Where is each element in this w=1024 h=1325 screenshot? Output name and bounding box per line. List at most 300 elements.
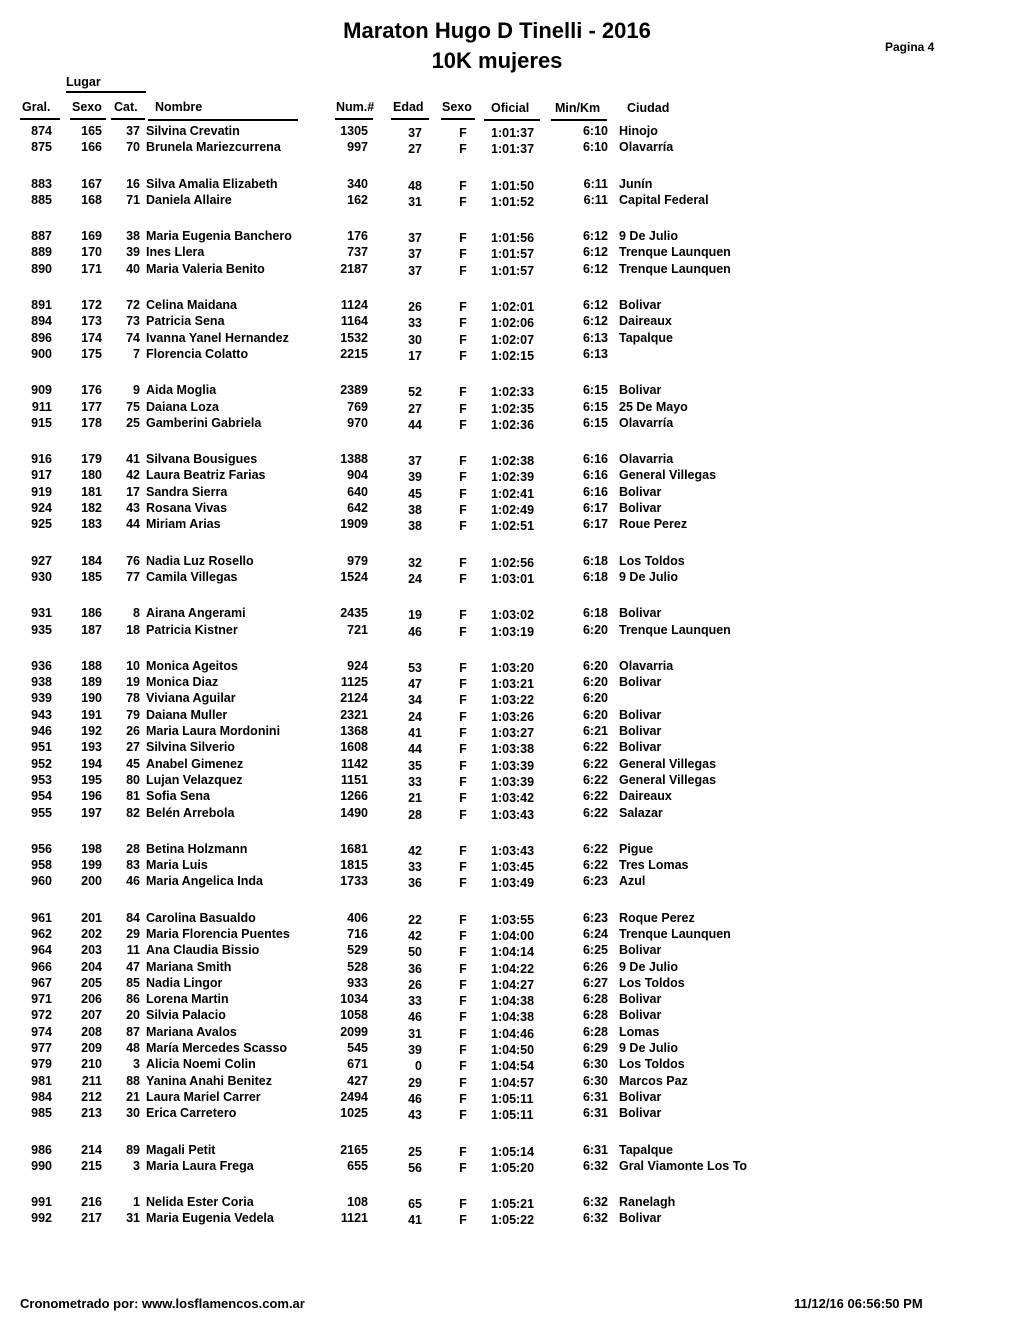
cell-city: Bolivar [619,1106,662,1121]
cell-city: Roue Perez [619,517,688,532]
cell-city: Capital Federal [619,192,709,207]
cell-age: 26 [408,300,422,315]
cell-gral: 960 [31,874,52,889]
cell-bib-number: 737 [347,245,368,260]
cell-official-time: 1:02:33 [491,385,535,400]
cell-city: General Villegas [619,772,717,787]
cell-sexo-place: 176 [81,383,102,398]
cell-name: Silvina Silverio [146,740,235,755]
cell-city: General Villegas [619,468,717,483]
table-row [0,1090,1024,1106]
cell-cat-place: 38 [126,229,140,244]
cell-official-time: 1:03:49 [491,876,535,891]
cell-bib-number: 1124 [340,298,368,313]
cell-cat-place: 89 [126,1142,140,1157]
cell-pace: 6:20 [582,675,608,690]
cell-sexo-place: 180 [81,468,102,483]
cell-city: Gral Viamonte Los To [619,1158,748,1173]
cell-age: 17 [408,348,422,363]
cell-cat-place: 39 [126,245,140,260]
cell-age: 33 [408,316,422,331]
cell-pace: 6:31 [582,1142,608,1157]
cell-sex: F [459,876,467,891]
cell-official-time: 1:03:43 [491,807,535,822]
cell-pace: 6:20 [582,707,608,722]
cell-sexo-place: 191 [81,707,102,722]
cell-bib-number: 1164 [340,314,368,329]
cell-age: 46 [408,1091,422,1106]
cell-pace: 6:22 [582,756,608,771]
cell-official-time: 1:04:38 [491,1010,535,1025]
table-row [0,806,1024,822]
cell-gral: 962 [31,926,52,941]
cell-age: 65 [408,1197,422,1212]
cell-sex: F [459,1026,467,1041]
table-row [0,124,1024,140]
table-row [0,757,1024,773]
cell-gral: 939 [31,691,52,706]
cell-age: 43 [408,1108,422,1123]
cell-bib-number: 1305 [340,124,368,138]
cell-sexo-place: 215 [81,1158,102,1173]
cell-sex: F [459,1059,467,1074]
cell-bib-number: 2215 [340,346,368,361]
cell-sex: F [459,945,467,960]
cell-sex: F [459,401,467,416]
cell-gral: 971 [31,992,52,1007]
cell-city: Marcos Paz [619,1073,688,1088]
cell-cat-place: 46 [126,874,140,889]
cell-name: Sandra Sierra [146,484,228,499]
cell-cat-place: 27 [126,740,140,755]
cell-sexo-place: 183 [81,517,102,532]
cell-sexo-place: 184 [81,553,102,568]
cell-official-time: 1:04:22 [491,961,535,976]
table-row [0,842,1024,858]
cell-sexo-place: 186 [81,606,102,621]
cell-bib-number: 406 [347,910,368,925]
cell-city: General Villegas [619,756,717,771]
cell-cat-place: 7 [133,346,140,361]
cell-sex: F [459,1213,467,1228]
table-row [0,976,1024,992]
cell-name: Patricia Kistner [146,622,238,637]
cell-cat-place: 44 [126,517,140,532]
cell-sex: F [459,860,467,875]
cell-bib-number: 642 [347,501,368,516]
cell-name: Maria Laura Mordonini [146,724,281,739]
cell-cat-place: 1 [133,1195,140,1210]
cell-official-time: 1:04:50 [491,1043,535,1058]
cell-pace: 6:32 [582,1211,608,1226]
cell-city: Los Toldos [619,1057,685,1072]
cell-age: 33 [408,994,422,1009]
cell-sexo-place: 214 [81,1142,102,1157]
table-row [0,927,1024,943]
cell-city: Ranelagh [619,1195,676,1210]
cell-official-time: 1:05:11 [491,1091,534,1106]
cell-name: Nadia Luz Rosello [146,553,254,568]
table-row [0,1159,1024,1175]
cell-official-time: 1:05:20 [491,1160,535,1175]
cell-name: Laura Beatriz Farias [146,468,266,483]
cell-age: 47 [408,677,422,692]
num-underline [335,118,373,120]
cell-sexo-place: 171 [81,261,102,276]
table-row [0,874,1024,890]
table-row [0,708,1024,724]
cell-sex: F [459,977,467,992]
table-row [0,606,1024,622]
cell-name: Ivanna Yanel Hernandez [146,330,289,345]
cell-age: 22 [408,912,422,927]
cell-official-time: 1:01:56 [491,231,535,246]
cell-city: Bolivar [619,501,662,516]
cell-city: 9 De Julio [619,1041,679,1056]
cell-official-time: 1:02:39 [491,470,535,485]
cell-city: Olavarria [619,452,674,467]
cell-age: 25 [408,1144,422,1159]
cell-pace: 6:22 [582,789,608,804]
cell-bib-number: 2389 [340,383,368,398]
cell-sex: F [459,247,467,262]
cell-city: Trenque Launquen [619,622,731,637]
cell-age: 33 [408,774,422,789]
cell-pace: 6:12 [582,314,608,329]
cell-name: Laura Mariel Carrer [146,1089,261,1104]
cell-gral: 992 [31,1211,52,1226]
cell-pace: 6:32 [582,1195,608,1210]
cell-gral: 890 [31,261,52,276]
cell-pace: 6:21 [582,724,608,739]
cell-bib-number: 1025 [340,1106,368,1121]
cell-gral: 956 [31,841,52,856]
col-header-sexo2: Sexo [442,100,472,114]
cell-gral: 964 [31,943,52,958]
cell-sexo-place: 190 [81,691,102,706]
cell-sex: F [459,194,467,209]
cell-official-time: 1:05:14 [491,1144,535,1159]
cell-sexo-place: 208 [81,1024,102,1039]
cell-sexo-place: 178 [81,415,102,430]
cell-sex: F [459,994,467,1009]
cell-pace: 6:23 [582,874,608,889]
cell-bib-number: 979 [347,553,368,568]
cell-gral: 900 [31,346,52,361]
cell-pace: 6:23 [582,910,608,925]
cell-gral: 966 [31,959,52,974]
cell-cat-place: 29 [126,926,140,941]
cell-sexo-place: 195 [81,772,102,787]
cell-cat-place: 78 [126,691,140,706]
cell-official-time: 1:02:56 [491,555,535,570]
cell-sexo-place: 200 [81,874,102,889]
cell-sexo-place: 213 [81,1106,102,1121]
cell-gral: 943 [31,707,52,722]
cell-cat-place: 87 [126,1024,140,1039]
cell-age: 26 [408,977,422,992]
cell-age: 27 [408,142,422,157]
cell-pace: 6:17 [582,517,608,532]
cell-bib-number: 1490 [340,805,368,820]
cell-city: Bolivar [619,1008,662,1023]
cell-official-time: 1:03:21 [491,677,535,692]
page-number: Pagina 4 [885,40,935,54]
cell-gral: 919 [31,484,52,499]
cell-city: Olavarria [619,658,674,673]
cell-official-time: 1:02:06 [491,316,535,331]
cell-bib-number: 176 [347,229,368,244]
cell-sexo-place: 175 [81,346,102,361]
cell-sex: F [459,774,467,789]
cell-gral: 985 [31,1106,52,1121]
cell-city: Bolivar [619,1089,662,1104]
cell-age: 37 [408,263,422,278]
cell-city: Hinojo [619,124,658,138]
cell-gral: 911 [31,399,52,414]
cell-cat-place: 16 [126,176,140,191]
cell-cat-place: 37 [126,124,140,138]
cell-age: 50 [408,945,422,960]
cell-official-time: 1:03:22 [491,693,535,708]
cell-city: Los Toldos [619,553,685,568]
cell-bib-number: 2187 [340,261,368,276]
table-row [0,400,1024,416]
cell-cat-place: 81 [126,789,140,804]
cell-sex: F [459,726,467,741]
cell-bib-number: 340 [347,176,368,191]
cell-bib-number: 924 [347,658,368,673]
cell-age: 52 [408,385,422,400]
table-row [0,262,1024,278]
cell-bib-number: 529 [347,943,368,958]
cell-age: 44 [408,417,422,432]
cell-bib-number: 108 [347,1195,368,1210]
cell-official-time: 1:01:37 [491,126,535,140]
cell-sex: F [459,1160,467,1175]
cell-age: 31 [408,1026,422,1041]
cell-age: 48 [408,178,422,193]
cell-bib-number: 1388 [340,452,368,467]
cell-official-time: 1:03:43 [491,843,535,858]
cell-cat-place: 25 [126,415,140,430]
cell-name: María Mercedes Scasso [146,1041,288,1056]
cell-cat-place: 48 [126,1041,140,1056]
cell-name: Aida Moglia [146,383,217,398]
cell-pace: 6:18 [582,606,608,621]
cell-gral: 952 [31,756,52,771]
cell-sex: F [459,791,467,806]
cell-official-time: 1:03:45 [491,860,535,875]
cell-sex: F [459,503,467,518]
cell-city: Tapalque [619,330,673,345]
cell-bib-number: 1142 [340,756,368,771]
cell-city: Trenque Launquen [619,245,731,260]
cell-age: 46 [408,624,422,639]
cell-cat-place: 80 [126,772,140,787]
cell-pace: 6:11 [583,192,608,207]
cell-pace: 6:13 [582,346,608,361]
cell-gral: 951 [31,740,52,755]
cell-gral: 967 [31,975,52,990]
cell-official-time: 1:03:55 [491,912,535,927]
cell-gral: 917 [31,468,52,483]
nombre-underline [148,119,298,121]
cell-city: Tres Lomas [619,858,689,873]
cell-cat-place: 79 [126,707,140,722]
cell-city: 9 De Julio [619,569,679,584]
cell-cat-place: 30 [126,1106,140,1121]
cell-official-time: 1:03:20 [491,660,535,675]
cell-name: Silvina Crevatin [146,124,240,138]
cell-pace: 6:16 [582,452,608,467]
cell-bib-number: 716 [347,926,368,941]
cell-official-time: 1:04:00 [491,928,535,943]
cell-cat-place: 86 [126,992,140,1007]
cell-city: Trenque Launquen [619,261,731,276]
cell-pace: 6:20 [582,622,608,637]
table-row [0,724,1024,740]
cell-age: 32 [408,555,422,570]
cell-sex: F [459,126,467,140]
cell-sexo-place: 196 [81,789,102,804]
cell-bib-number: 1815 [340,858,368,873]
cell-name: Monica Ageitos [146,658,238,673]
cell-gral: 979 [31,1057,52,1072]
cell-sexo-place: 169 [81,229,102,244]
cell-gral: 981 [31,1073,52,1088]
cell-name: Mariana Smith [146,959,232,974]
cell-pace: 6:13 [582,330,608,345]
cell-pace: 6:26 [582,959,608,974]
cell-pace: 6:32 [582,1158,608,1173]
cell-age: 39 [408,1043,422,1058]
col-header-minkm: Min/Km [555,101,601,115]
cell-sex: F [459,1144,467,1159]
cell-sex: F [459,571,467,586]
cell-bib-number: 1058 [340,1008,368,1023]
cell-bib-number: 1608 [340,740,368,755]
cell-sex: F [459,332,467,347]
cell-cat-place: 28 [126,841,140,856]
cell-bib-number: 1034 [340,992,368,1007]
cell-city: Bolivar [619,992,662,1007]
cell-gral: 946 [31,724,52,739]
cell-gral: 883 [31,176,52,191]
cell-sex: F [459,807,467,822]
cell-pace: 6:16 [582,484,608,499]
cell-bib-number: 1125 [340,675,368,690]
cell-city: Trenque Launquen [619,926,731,941]
cell-bib-number: 721 [347,622,368,637]
cell-sexo-place: 207 [81,1008,102,1023]
cell-city: Los Toldos [619,975,685,990]
cell-age: 19 [408,608,422,623]
cell-bib-number: 1151 [340,772,368,787]
cell-official-time: 1:03:01 [491,571,535,586]
cell-sex: F [459,555,467,570]
cell-name: Yanina Anahi Benitez [146,1073,272,1088]
cell-age: 38 [408,519,422,534]
table-row [0,347,1024,363]
cell-age: 27 [408,401,422,416]
cell-cat-place: 3 [133,1057,140,1072]
cell-age: 31 [408,194,422,209]
cell-official-time: 1:03:02 [491,608,535,623]
cell-bib-number: 640 [347,484,368,499]
cell-sex: F [459,178,467,193]
cell-bib-number: 933 [347,975,368,990]
cell-official-time: 1:02:36 [491,417,535,432]
cell-official-time: 1:02:07 [491,332,535,347]
cell-gral: 909 [31,383,52,398]
table-row [0,298,1024,314]
table-row [0,193,1024,209]
cell-bib-number: 2435 [340,606,368,621]
cell-sexo-place: 217 [81,1211,102,1226]
cell-cat-place: 72 [126,298,140,313]
cell-official-time: 1:02:51 [491,519,535,534]
cell-age: 33 [408,860,422,875]
table-row [0,623,1024,639]
cell-cat-place: 18 [126,622,140,637]
cell-gral: 990 [31,1158,52,1173]
table-row [0,1041,1024,1057]
cell-name: Silvana Bousigues [146,452,258,467]
table-row [0,943,1024,959]
table-row [0,691,1024,707]
cell-pace: 6:16 [582,468,608,483]
cell-name: Viviana Aguilar [146,691,236,706]
cell-sex: F [459,1010,467,1025]
cell-sexo-place: 182 [81,501,102,516]
cell-official-time: 1:02:38 [491,454,535,469]
cell-age: 0 [415,1059,422,1074]
table-row [0,789,1024,805]
cell-bib-number: 997 [347,140,368,155]
col-header-oficial: Oficial [491,101,530,115]
table-row [0,1025,1024,1041]
cell-age: 28 [408,807,422,822]
table-row [0,1008,1024,1024]
cell-city: Tapalque [619,1142,673,1157]
cell-sex: F [459,928,467,943]
cell-name: Erica Carretero [146,1106,237,1121]
sexo2-underline [441,118,475,120]
cell-age: 42 [408,843,422,858]
cell-cat-place: 43 [126,501,140,516]
cell-sexo-place: 212 [81,1089,102,1104]
table-row [0,1057,1024,1073]
cell-bib-number: 427 [347,1073,368,1088]
cell-age: 42 [408,928,422,943]
cell-age: 29 [408,1075,422,1090]
cell-sexo-place: 165 [81,124,102,138]
cell-age: 34 [408,693,422,708]
cell-gral: 972 [31,1008,52,1023]
cell-sex: F [459,519,467,534]
cell-cat-place: 84 [126,910,140,925]
cell-bib-number: 655 [347,1158,368,1173]
table-row [0,416,1024,432]
cell-official-time: 1:04:57 [491,1075,535,1090]
cell-sex: F [459,677,467,692]
lugar-underline [66,91,146,93]
cell-sex: F [459,693,467,708]
cell-pace: 6:15 [582,383,608,398]
cell-sex: F [459,660,467,675]
cell-pace: 6:24 [582,926,608,941]
